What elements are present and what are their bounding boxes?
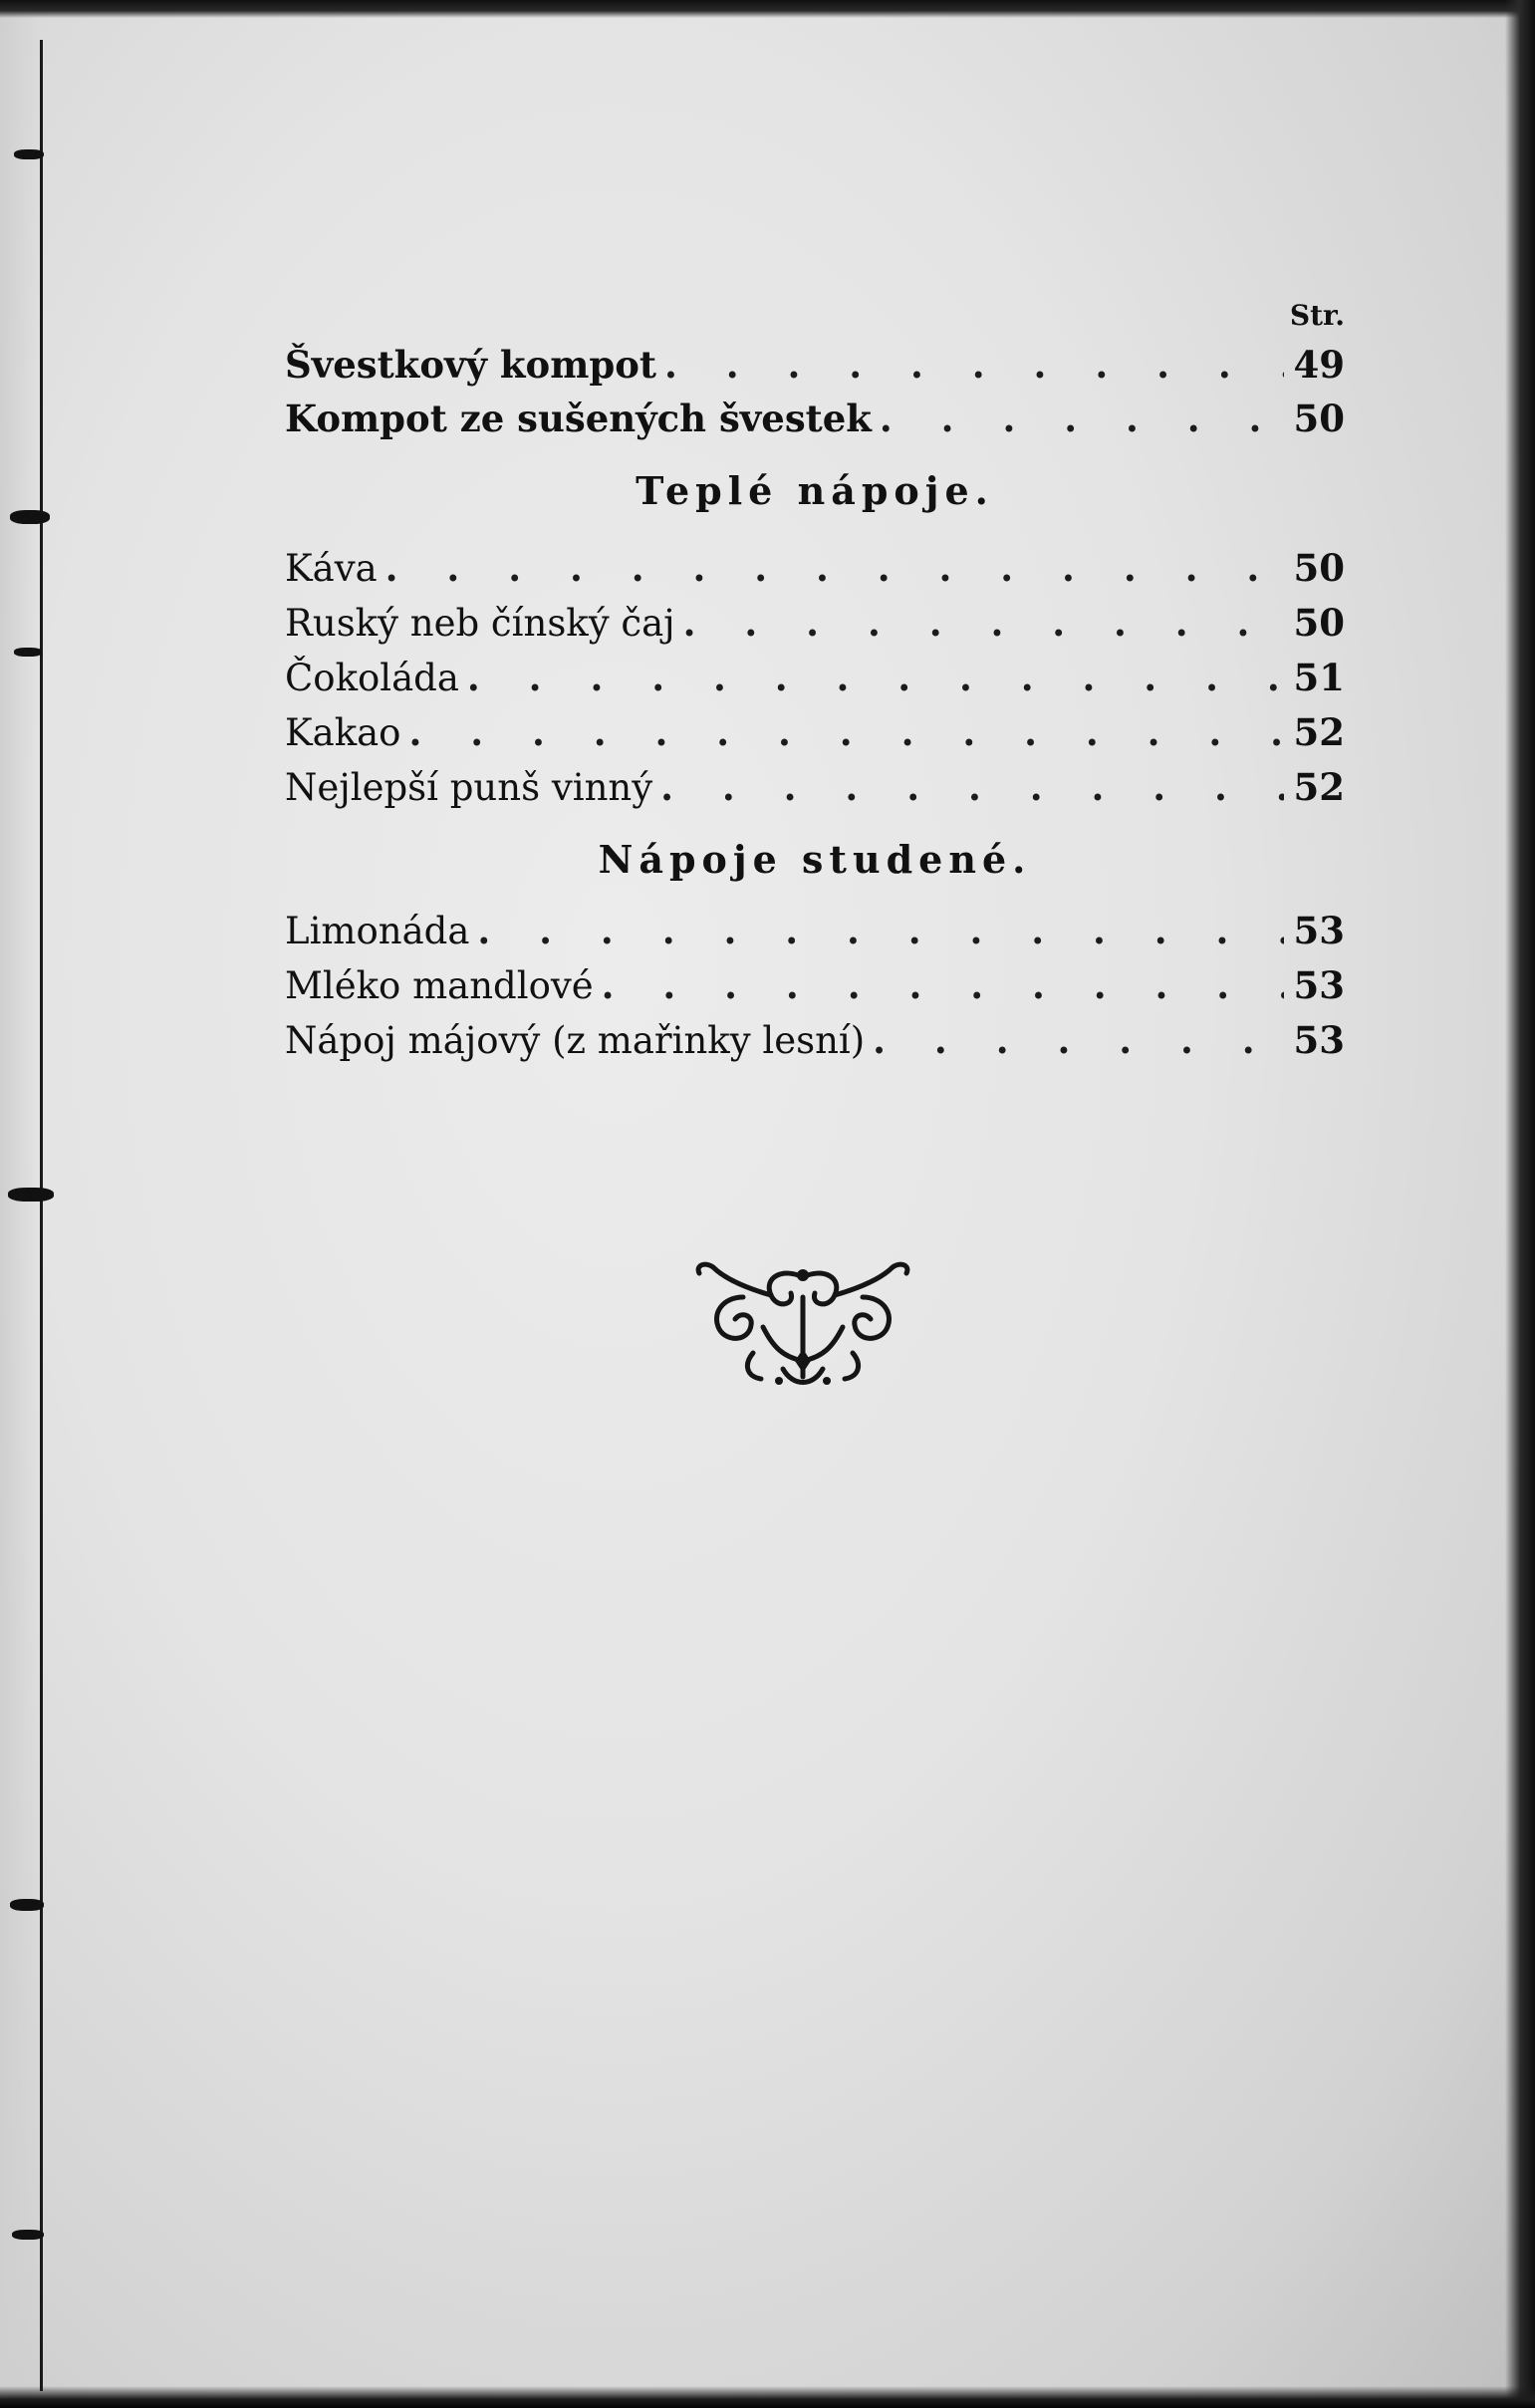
toc-entry-page: 50 [1293, 601, 1345, 645]
toc-entry-title: Kakao [285, 711, 401, 754]
toc-entry [285, 710, 1345, 762]
leader-dots [664, 343, 1284, 387]
section-heading-cold: Nápoje studené. [598, 837, 1032, 882]
toc-entry [285, 765, 1345, 817]
leader-dots [477, 909, 1283, 952]
page-right-shadow [1505, 0, 1535, 2408]
leader-dots [385, 546, 1284, 590]
toc-entry-page: 53 [1293, 1018, 1345, 1062]
toc-entry-title: Limonáda [285, 910, 470, 952]
toc-entry [285, 343, 1345, 395]
toc-entry [285, 656, 1345, 707]
toc-entry-title: Nápoj májový (z mařinky lesní) [285, 1019, 866, 1062]
toc-entry [285, 909, 1345, 960]
toc-entry [285, 963, 1345, 1015]
binding-edge [40, 40, 43, 2391]
toc-entry-title: Kompot ze sušených švestek [285, 397, 872, 440]
binding-mark [10, 510, 50, 524]
toc-entry-title: Nejlepší punš vinný [285, 766, 653, 809]
binding-mark [14, 149, 44, 159]
toc-entry-title: Čokoláda [285, 657, 459, 699]
leader-dots [683, 601, 1284, 645]
binding-mark [14, 648, 42, 657]
toc-entry-page: 50 [1293, 397, 1345, 440]
binding-mark [8, 1188, 54, 1202]
toc-entry-title: Švestkový kompot [285, 343, 656, 387]
toc-entry-title: Ruský neb čínský čaj [285, 602, 675, 645]
toc-entry-page: 52 [1293, 765, 1345, 809]
toc-entry-title: Mléko mandlové [285, 964, 594, 1007]
leader-dots [408, 710, 1283, 754]
toc-entry-page: 49 [1293, 343, 1345, 387]
leader-dots [880, 397, 1284, 440]
page-bottom-shadow [0, 2386, 1535, 2408]
toc-entry [285, 546, 1345, 598]
toc-entry-page: 53 [1293, 963, 1345, 1007]
toc-entry-page: 51 [1293, 656, 1345, 699]
leader-dots [602, 963, 1284, 1007]
binding-mark [10, 1899, 44, 1911]
toc-entry [285, 601, 1345, 653]
page-top-shadow [0, 0, 1535, 18]
leader-dots [873, 1018, 1283, 1062]
page-left-shadow [0, 0, 40, 2408]
leader-dots [467, 656, 1284, 699]
toc-entry [285, 1018, 1345, 1070]
toc-entry-page: 53 [1293, 909, 1345, 952]
toc-entry-page: 52 [1293, 710, 1345, 754]
toc-entry [285, 397, 1345, 448]
binding-mark [12, 2230, 44, 2240]
page-column-label: Str. [1289, 299, 1345, 332]
leader-dots [660, 765, 1283, 809]
toc-entry-title: Káva [285, 547, 378, 590]
toc-entry-page: 50 [1293, 546, 1345, 590]
section-heading-warm: Teplé nápoje. [636, 468, 994, 513]
floral-vignette-icon [683, 1257, 922, 1397]
